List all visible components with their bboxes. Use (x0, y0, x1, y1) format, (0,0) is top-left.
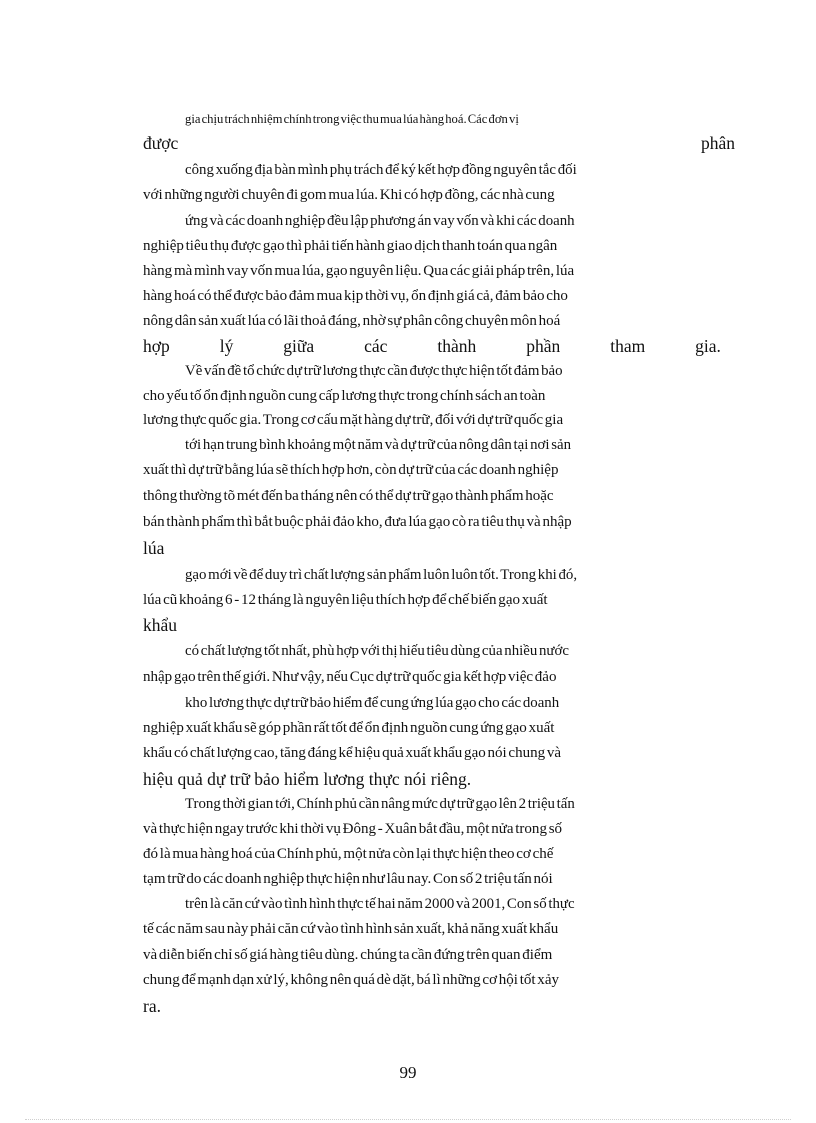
text-word: hợp (143, 336, 170, 356)
text-line: công xuống địa bàn mình phụ trách để ký kết hợp đồng nguyên tắc đối (185, 162, 577, 178)
text-line: Trong thời gian tới, Chính phủ cần nâng mức dự trữ gạo lên 2 triệu tấn (185, 796, 575, 812)
text-line: gia chịu trách nhiệm chính trong việc thu mua lúa hàng hoá. Các đơn vị (185, 112, 519, 126)
text-line: nghiệp tiêu thụ được gạo thì phải tiến hành giao dịch thanh toán qua ngân (143, 238, 558, 254)
text-word: các (364, 336, 388, 356)
text-line: lúa cũ khoảng 6 - 12 tháng là nguyên liệu thích hợp để chế biến gạo xuất (143, 592, 548, 608)
text-line: chung để mạnh dạn xử lý, không nên quá dè dặt, bá lì những cơ hội tốt xảy (143, 972, 559, 988)
text-line: tới hạn trung bình khoảng một năm và dự trữ của nông dân tại nơi sản (185, 437, 572, 453)
text-line: có chất lượng tốt nhất, phù hợp với thị hiếu tiêu dùng của nhiều nước (185, 643, 569, 659)
text-word: phần (526, 336, 561, 356)
text-line: xuất thì dự trữ bằng lúa sẽ thích hợp hơn, còn dự trữ của các doanh nghiệp (143, 462, 559, 478)
text-word: thành (437, 336, 477, 356)
text-line: lúa (143, 538, 165, 558)
text-line: nông dân sản xuất lúa có lãi thoả đáng, nhờ sự phân công chuyên môn hoá (143, 313, 561, 329)
text-line: thông thường tõ mét đến ba tháng nên có thể dự trữ gạo thành phẩm hoặc (143, 488, 554, 504)
text-word: gia. (695, 336, 721, 356)
text-line: khẩu có chất lượng cao, tăng đáng kể hiệu quả xuất khẩu gạo nói chung và (143, 745, 562, 761)
text-line: khẩu (143, 615, 178, 635)
text-line: lương thực quốc gia. Trong cơ cấu mặt hàng dự trữ, đối với dự trữ quốc gia (143, 412, 564, 428)
text-word: được (143, 133, 179, 153)
text-line (143, 131, 735, 155)
text-line: kho lương thực dự trữ bảo hiểm để cung ứng lúa gạo cho các doanh (185, 695, 560, 711)
text-line: ra. (143, 996, 161, 1016)
text-word: giữa (283, 336, 315, 356)
text-line: và diễn biến chỉ số giá hàng tiêu dùng. chúng ta cần đứng trên quan điểm (143, 947, 553, 963)
text-word: lý (219, 336, 234, 356)
text-line: Về vấn đề tổ chức dự trữ lương thực cần được thực hiện tốt đảm bảo (185, 363, 563, 379)
text-line: cho yếu tố ổn định nguồn cung cấp lương thực trong chính sách an toàn (143, 388, 546, 404)
text-line: đó là mua hàng hoá của Chính phủ, một nửa còn lại thực hiện theo cơ chế (143, 846, 554, 862)
text-line: tạm trữ do các doanh nghiệp thực hiện như lâu nay. Con số 2 triệu tấn nói (143, 871, 553, 887)
text-line: và thực hiện ngay trước khi thời vụ Đông - Xuân bắt đầu, một nửa trong số (143, 821, 563, 837)
text-line: ứng và các doanh nghiệp đều lập phương án vay vốn và khi các doanh (185, 213, 575, 229)
text-line (143, 334, 721, 358)
text-word: tham (610, 336, 646, 356)
page-number: 99 (399, 1063, 417, 1082)
text-line: với những người chuyên đi gom mua lúa. Khi có hợp đồng, các nhà cung (143, 187, 555, 203)
text-line: gạo mới về để duy trì chất lượng sản phẩm luôn luôn tốt. Trong khi đó, (185, 567, 578, 583)
text-line: nghiệp xuất khẩu sẽ góp phần rất tốt để ổn định nguồn cung ứng gạo xuất (143, 720, 555, 736)
text-line: hiệu quả dự trữ bảo hiểm lương thực nói riêng. (143, 769, 472, 789)
text-line: bán thành phẩm thì bắt buộc phải đảo kho, đưa lúa gạo cò ra tiêu thụ và nhập (143, 514, 572, 530)
text-line: nhập gạo trên thế giới. Như vậy, nếu Cục dự trữ quốc gia kết hợp việc đảo (143, 669, 557, 685)
footer-divider (25, 1119, 791, 1120)
text-word: phân (700, 133, 735, 153)
text-line: hàng mà mình vay vốn mua lúa, gạo nguyên liệu. Qua các giải pháp trên, lúa (143, 263, 575, 279)
text-line: tế các năm sau này phải căn cứ vào tình hình sản xuất, khả năng xuất khẩu (143, 921, 559, 937)
text-line: hàng hoá có thể được bảo đảm mua kịp thời vụ, ổn định giá cả, đảm bảo cho (143, 288, 568, 304)
text-line: trên là căn cứ vào tình hình thực tế hai năm 2000 và 2001, Con số thực (185, 896, 575, 912)
